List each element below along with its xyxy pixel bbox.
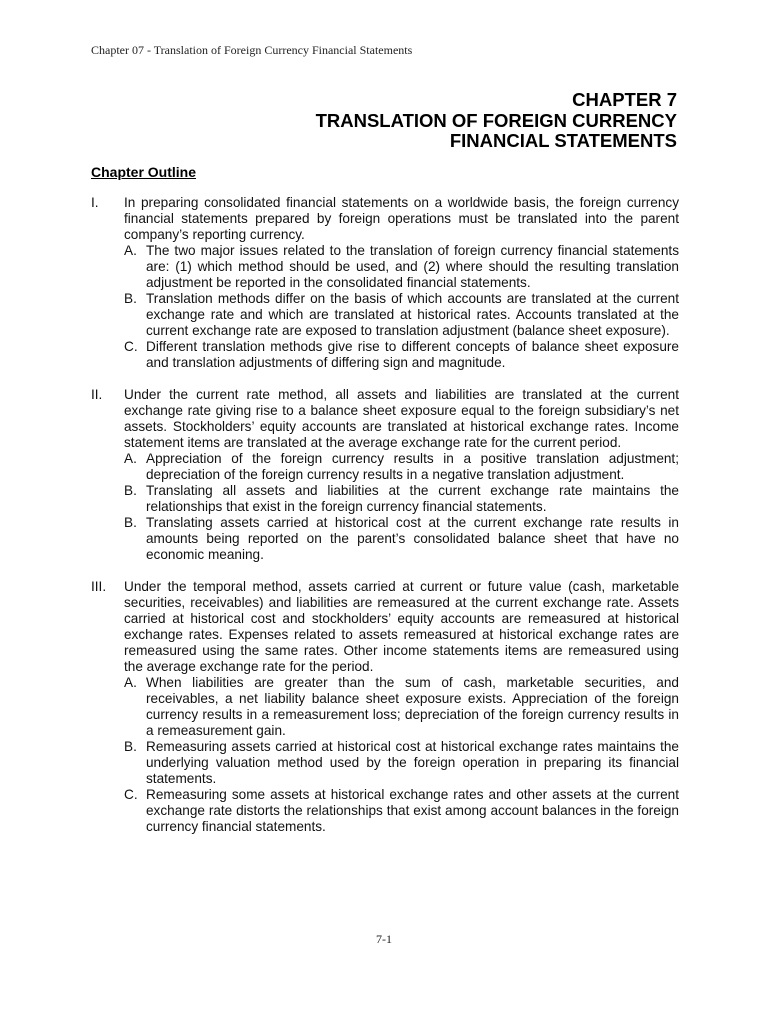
section-text: Under the current rate method, all assets and liabilities are translated at the current exchange rate giving rise to a balance sheet exposure equal to the foreign subsidiary’s net assets. Stockholders’ equity accounts are translated at historical exchange rates. Income statement items are translated at the average exchange rate for the current period.	[124, 387, 679, 450]
section-text: Under the temporal method, assets carried at current or future value (cash, marketable securities, receivables) and liabilities are remeasured at the current exchange rate. Assets carried at historical cost and stockholders’ equity accounts are remeasured at historical exchange rates. Expenses related to assets remeasured at historical exchange rates are remeasured using the same rates. Other income statements items are remeasured using the average exchange rate for the period.	[124, 579, 679, 674]
subitem-text: Translating all assets and liabilities at the current exchange rate maintains the relationships that exist in the foreign currency financial statements.	[146, 483, 679, 514]
outline-section-2	[91, 387, 679, 563]
subitem-text: Appreciation of the foreign currency results in a positive translation adjustment; depreciation of the foreign currency results in a negative translation adjustment.	[146, 451, 679, 482]
section-number: I.	[91, 195, 99, 210]
chapter-title-line-3: FINANCIAL STATEMENTS	[449, 130, 677, 151]
subitem-text: Different translation methods give rise to different concepts of balance sheet exposure and translation adjustments of differing sign and magnitude.	[146, 339, 679, 370]
page-number: 7-1	[376, 932, 392, 946]
subitem-letter: C.	[124, 787, 138, 802]
subitem-text: The two major issues related to the translation of foreign currency financial statements are: (1) which method should be used, and (2) where should the resulting translation adjustment be reported in the consolidated financial statements.	[146, 243, 679, 290]
outline-heading: Chapter Outline	[91, 164, 197, 180]
subitem-letter: B.	[124, 483, 137, 498]
outline-subitem	[124, 483, 679, 515]
subitem-letter: A.	[124, 243, 137, 258]
subitem-text: Remeasuring assets carried at historical cost at historical exchange rates maintains the underlying valuation method used by the foreign operation in preparing its financial statements.	[146, 739, 679, 786]
subitem-letter: B.	[124, 515, 137, 530]
outline-subitem	[124, 739, 679, 787]
chapter-title-line-2: TRANSLATION OF FOREIGN CURRENCY	[315, 109, 677, 131]
section-number: III.	[91, 579, 107, 594]
subitem-text: Translating assets carried at historical cost at the current exchange rate results in amounts being reported on the parent’s consolidated balance sheet that have no economic meaning.	[146, 515, 679, 562]
outline-subitem	[124, 243, 679, 291]
section-number: II.	[91, 387, 103, 402]
running-header: Chapter 07 - Translation of Foreign Currency Financial Statements	[91, 43, 413, 57]
subitem-letter: B.	[124, 739, 137, 754]
outline-subitem	[124, 339, 679, 371]
outline-subitem	[124, 787, 679, 835]
subitem-text: Remeasuring some assets at historical exchange rates and other assets at the current exchange rate distorts the relationships that exist among account balances in the foreign currency financial statements.	[146, 787, 679, 834]
outline-subitem	[124, 515, 679, 563]
subitem-letter: A.	[124, 675, 137, 690]
chapter-title	[117, 90, 677, 152]
chapter-number: CHAPTER 7	[572, 89, 677, 110]
chapter-outline	[91, 195, 679, 851]
outline-section-3	[91, 579, 679, 835]
outline-subitem	[124, 675, 679, 739]
subitem-letter: B.	[124, 291, 137, 306]
outline-subitem	[124, 451, 679, 483]
subitem-letter: C.	[124, 339, 138, 354]
section-text: In preparing consolidated financial statements on a worldwide basis, the foreign currency financial statements prepared by foreign operations must be translated into the parent company’s reporting currency.	[124, 195, 679, 242]
subitem-letter: A.	[124, 451, 137, 466]
subitem-text: Translation methods differ on the basis of which accounts are translated at the current exchange rate and which are translated at historical rates. Accounts translated at the current exchange rate are exposed to translation adjustment (balance sheet exposure).	[146, 291, 679, 338]
outline-subitem	[124, 291, 679, 339]
outline-section-1	[91, 195, 679, 371]
subitem-text: When liabilities are greater than the sum of cash, marketable securities, and receivables, a net liability balance sheet exposure exists. Appreciation of the foreign currency results in a remeasurement loss; depreciation of the foreign currency results in a remeasurement gain.	[146, 675, 679, 738]
